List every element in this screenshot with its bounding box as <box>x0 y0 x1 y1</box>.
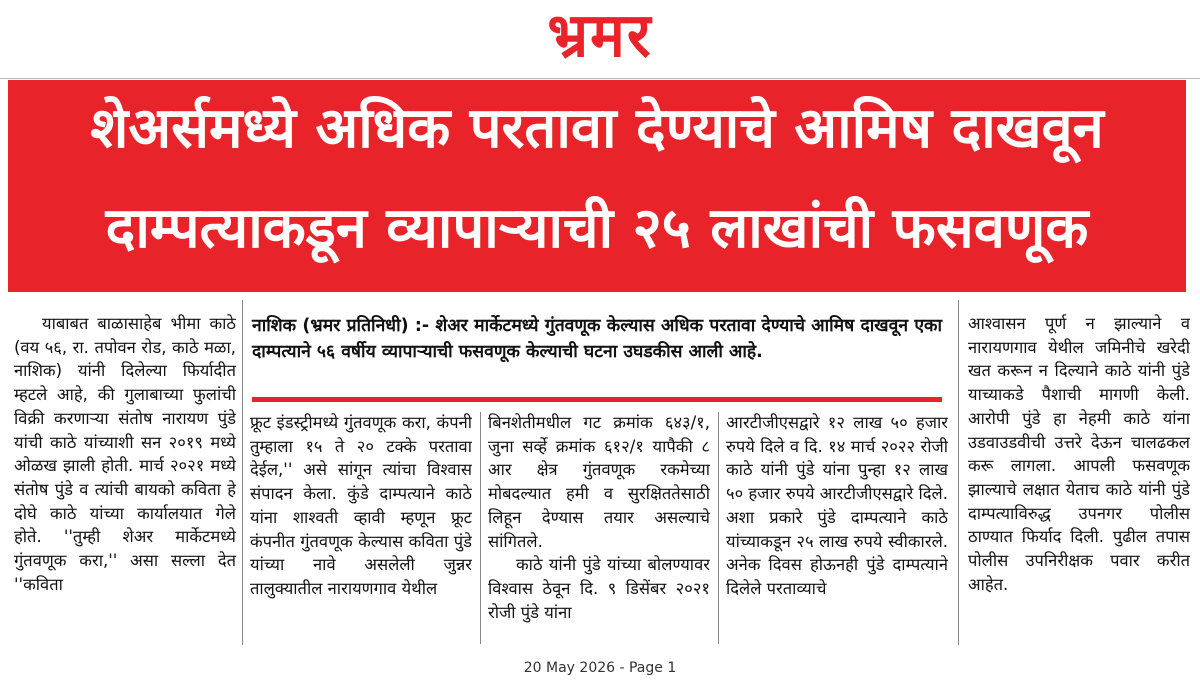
column-5-text: आश्वासन पूर्ण न झाल्याने व नारायणगाव येथील जमिनीचे खरेदी खत करून न दिल्याने काठे यांनी पुंडे याच्याकडे पैशाची मागणी केली. आरोपी पुंडे हा नेहमी काठे यांना उडवाउडवीची उत्तरे देऊन चालढकल करू लागला. आपली फसवणूक झाल्याचे लक्षात येताच काठे यांनी पुंडे दाम्पत्याविरुद्ध उपनगर पोलीस ठाण्यात फिर्याद दिली. पुढील तपास पोलीस उपनिरीक्षक पवार करीत आहेत. <box>968 314 1190 594</box>
lead-divider <box>252 397 942 402</box>
column-3-text-a: बिनशेतीमधील गट क्रमांक ६४३/१, जुना सर्व्हे क्रमांक ६१२/१ यापैकी ८ आर क्षेत्र गुंतवणूक रकमेच्या मोबदल्यात हमी व सुरक्षिततेसाठी लिहून देण्यास तयार असल्याचे सांगितले. <box>488 413 710 551</box>
masthead <box>0 0 1200 70</box>
article-column-3 <box>488 411 710 641</box>
article-column-4 <box>726 411 948 641</box>
column-divider <box>242 300 243 645</box>
headline-line-2: दाम्पत्याकडून व्यापाऱ्याची २५ लाखांची फसवणूक <box>105 196 1089 261</box>
article-column-2 <box>250 411 472 641</box>
column-3-text-b: काठे यांनी पुंडे यांच्या बोलण्यावर विश्वास ठेवून दि. ९ डिसेंबर २०२१ रोजी पुंडे यांना <box>488 555 710 622</box>
article-column-1 <box>14 312 236 652</box>
newspaper-logo: भ्रमर <box>547 0 653 71</box>
article-lead <box>252 313 942 365</box>
column-1-text: याबाबत बाळासाहेब भीमा काठे (वय ५६, रा. तपोवन रोड, काठे मळा, नाशिक) यांनी दिलेल्या फिर्यादीत म्हटले आहे, की गुलाबाच्या फुलांची विक्री करणाऱ्या संतोष नारायण पुंडे यांची काठे यांच्याशी सन २०१९ मध्ये ओळख झाली होती. मार्च २०२१ मध्ये संतोष पुंडे व त्यांची बायको कविता हे दोघे काठे यांच्या कार्यालयात गेले होते. ''तुम्ही शेअर मार्केटमध्ये गुंतवणूक करा,'' असा सल्ला देत ''कविता <box>14 314 236 594</box>
column-divider <box>480 412 481 644</box>
lead-text: शेअर मार्केटमध्ये गुंतवणूक केल्यास अधिक परतावा देण्याचे आमिष दाखवून एका दाम्पत्याने ५६ वर्षीय व्यापाऱ्याची फसवणूक केल्याची घटना उघडकीस आली आहे. <box>252 316 942 362</box>
column-2-text: फ्रूट इंडस्ट्रीमध्ये गुंतवणूक करा, कंपनी तुम्हाला १५ ते २० टक्के परतावा देईल,'' असे सांगून त्यांचा विश्वास संपादन केला. कुंडे दाम्पत्याने काठे यांना शाश्वती व्हावी म्हणून फ्रूट कंपनीत गुंतवणूक केल्यास कविता पुंडे यांच्या नावे असलेली जुन्नर तालुक्यातील नारायणगाव येथील <box>250 413 472 598</box>
article-column-5 <box>968 312 1190 632</box>
headline-banner <box>8 80 1186 292</box>
column-divider <box>958 300 959 645</box>
masthead-divider <box>0 78 1200 79</box>
column-divider <box>718 412 719 644</box>
dateline: नाशिक (भ्रमर प्रतिनिधी) :- <box>252 316 430 336</box>
column-4-text: आरटीजीएसद्वारे १२ लाख ५० हजार रुपये दिले व दि. १४ मार्च २०२२ रोजी काठे यांनी पुंडे यांना पुन्हा १२ लाख ५० हजार रुपये आरटीजीएसद्वारे दिले. अशा प्रकारे पुंडे दाम्पत्याने काठे यांच्याकडून २५ लाख रुपये स्वीकारले. अनेक दिवस होऊनही पुंडे दाम्पत्याने दिलेले परताव्याचे <box>726 413 948 598</box>
headline-line-1: शेअर्समध्ये अधिक परतावा देण्याचे आमिष दाखवून <box>90 96 1104 161</box>
page-footer: 20 May 2026 - Page 1 <box>523 660 677 676</box>
